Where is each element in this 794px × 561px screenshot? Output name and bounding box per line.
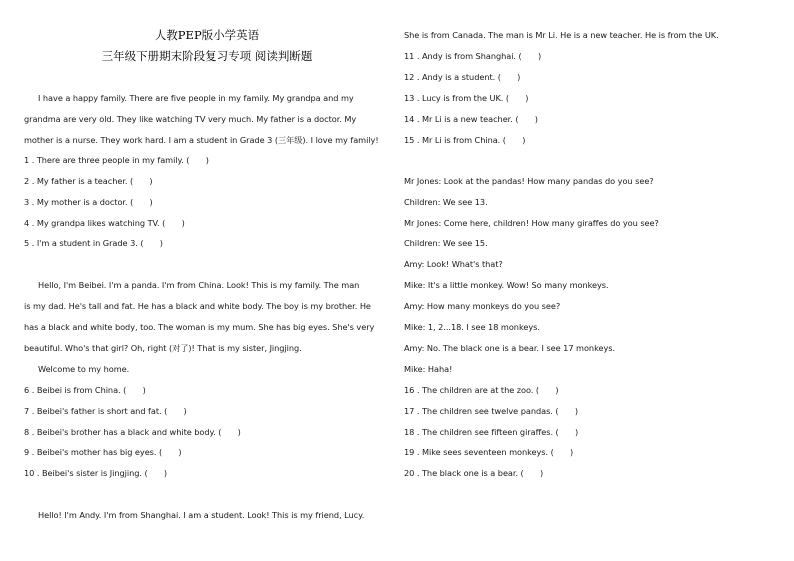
passage-line: mother is a nurse. They work hard. I am a student in Grade 3 (三年级). I love my family! (24, 135, 379, 145)
passage-3-line-2: She is from Canada. The man is Mr Li. He is a new teacher. He is from the UK. (404, 30, 719, 40)
passage-line: I have a happy family. There are five people in my family. My grandpa and my (38, 93, 354, 103)
dialogue-line: Amy: No. The black one is a bear. I see 17 monkeys. (404, 343, 616, 353)
question-item: 3 . My mother is a doctor. ( ) (24, 197, 153, 207)
question-item: 8 . Beibei's brother has a black and white body. ( ) (24, 427, 241, 437)
passage-line: has a black and white body, too. The woman is my mum. She has big eyes. She's very (24, 322, 375, 332)
question-item: 4 . My grandpa likes watching TV. ( ) (24, 218, 185, 228)
question-item: 7 . Beibei's father is short and fat. ( ) (24, 406, 187, 416)
question-item: 16 . The children are at the zoo. ( ) (404, 385, 559, 395)
passage-line: Hello, I'm Beibei. I'm a panda. I'm from China. Look! This is my family. The man (38, 280, 360, 290)
dialogue-line: Amy: How many monkeys do you see? (404, 301, 561, 311)
question-item: 17 . The children see twelve pandas. ( ) (404, 406, 578, 416)
question-item: 2 . My father is a teacher. ( ) (24, 176, 153, 186)
question-item: 19 . Mike sees seventeen monkeys. ( ) (404, 447, 574, 457)
dialogue-line: Mr Jones: Come here, children! How many giraffes do you see? (404, 218, 659, 228)
dialogue-line: Mike: It's a little monkey. Wow! So many monkeys. (404, 280, 609, 290)
question-item: 11 . Andy is from Shanghai. ( ) (404, 51, 542, 61)
question-item: 14 . Mr Li is a new teacher. ( ) (404, 114, 538, 124)
dialogue-line: Mr Jones: Look at the pandas! How many pandas do you see? (404, 176, 654, 186)
question-item: 6 . Beibei is from China. ( ) (24, 385, 146, 395)
question-item: 15 . Mr Li is from China. ( ) (404, 135, 526, 145)
passage-3-line-1: Hello! I'm Andy. I'm from Shanghai. I am a student. Look! This is my friend, Lucy. (38, 510, 365, 520)
question-item: 1 . There are three people in my family. ( ) (24, 155, 209, 165)
passage-line: is my dad. He's tall and fat. He has a black and white body. The boy is my brother. He (24, 301, 371, 311)
page-title: 人教PEP版小学英语 (154, 28, 260, 42)
question-item: 10 . Beibei's sister is Jingjing. ( ) (24, 468, 168, 478)
dialogue-line: Amy: Look! What's that? (404, 259, 503, 269)
passage-line: Welcome to my home. (38, 364, 130, 374)
passage-line: grandma are very old. They like watching TV very much. My father is a doctor. My (24, 114, 357, 124)
question-item: 20 . The black one is a bear. ( ) (404, 468, 544, 478)
question-item: 12 . Andy is a student. ( ) (404, 72, 521, 82)
question-item: 9 . Beibei's mother has big eyes. ( ) (24, 447, 182, 457)
dialogue-line: Children: We see 15. (404, 238, 488, 248)
question-item: 5 . I'm a student in Grade 3. ( ) (24, 238, 163, 248)
page-subtitle: 三年级下册期末阶段复习专项 阅读判断题 (101, 49, 313, 63)
dialogue-line: Mike: 1, 2...18. I see 18 monkeys. (404, 322, 540, 332)
dialogue-line: Mike: Haha! (404, 364, 453, 374)
dialogue-line: Children: We see 13. (404, 197, 488, 207)
passage-line: beautiful. Who's that girl? Oh, right (对了)! That is my sister, Jingjing. (24, 343, 302, 353)
question-item: 18 . The children see fifteen giraffes. ( ) (404, 427, 579, 437)
question-item: 13 . Lucy is from the UK. ( ) (404, 93, 529, 103)
